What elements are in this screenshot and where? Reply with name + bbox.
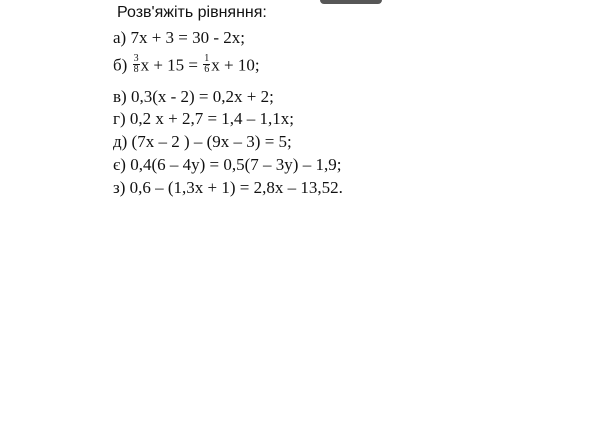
- equation-d: д) (7x – 2 ) – (9x – 3) = 5;: [113, 132, 292, 151]
- equation-b-prefix: б): [113, 55, 128, 75]
- equation-ye: є) 0,4(6 – 4y) = 0,5(7 – 3y) – 1,9;: [113, 155, 342, 174]
- equation-a: а) 7x + 3 = 30 - 2x;: [113, 28, 246, 47]
- fraction-numerator: 1: [204, 53, 210, 64]
- fraction-numerator: 3: [133, 53, 139, 64]
- fraction-one-sixth: [203, 54, 210, 75]
- equation-b-suffix: x + 10;: [211, 55, 260, 75]
- fraction-three-eighths: [133, 54, 140, 75]
- equation-b: [113, 53, 260, 77]
- equation-v: в) 0,3(x - 2) = 0,2x + 2;: [113, 87, 274, 106]
- equation-z: з) 0,6 – (1,3x + 1) = 2,8x – 13,52.: [113, 178, 343, 197]
- equation-g: г) 0,2 x + 2,7 = 1,4 – 1,1x;: [113, 109, 295, 128]
- task-heading: Розв'яжіть рівняння:: [117, 4, 267, 21]
- fraction-denominator: 8: [133, 64, 139, 75]
- fraction-denominator: 6: [204, 64, 210, 75]
- ink-smudge: [320, 0, 382, 4]
- equation-b-middle: x + 15 =: [140, 55, 198, 75]
